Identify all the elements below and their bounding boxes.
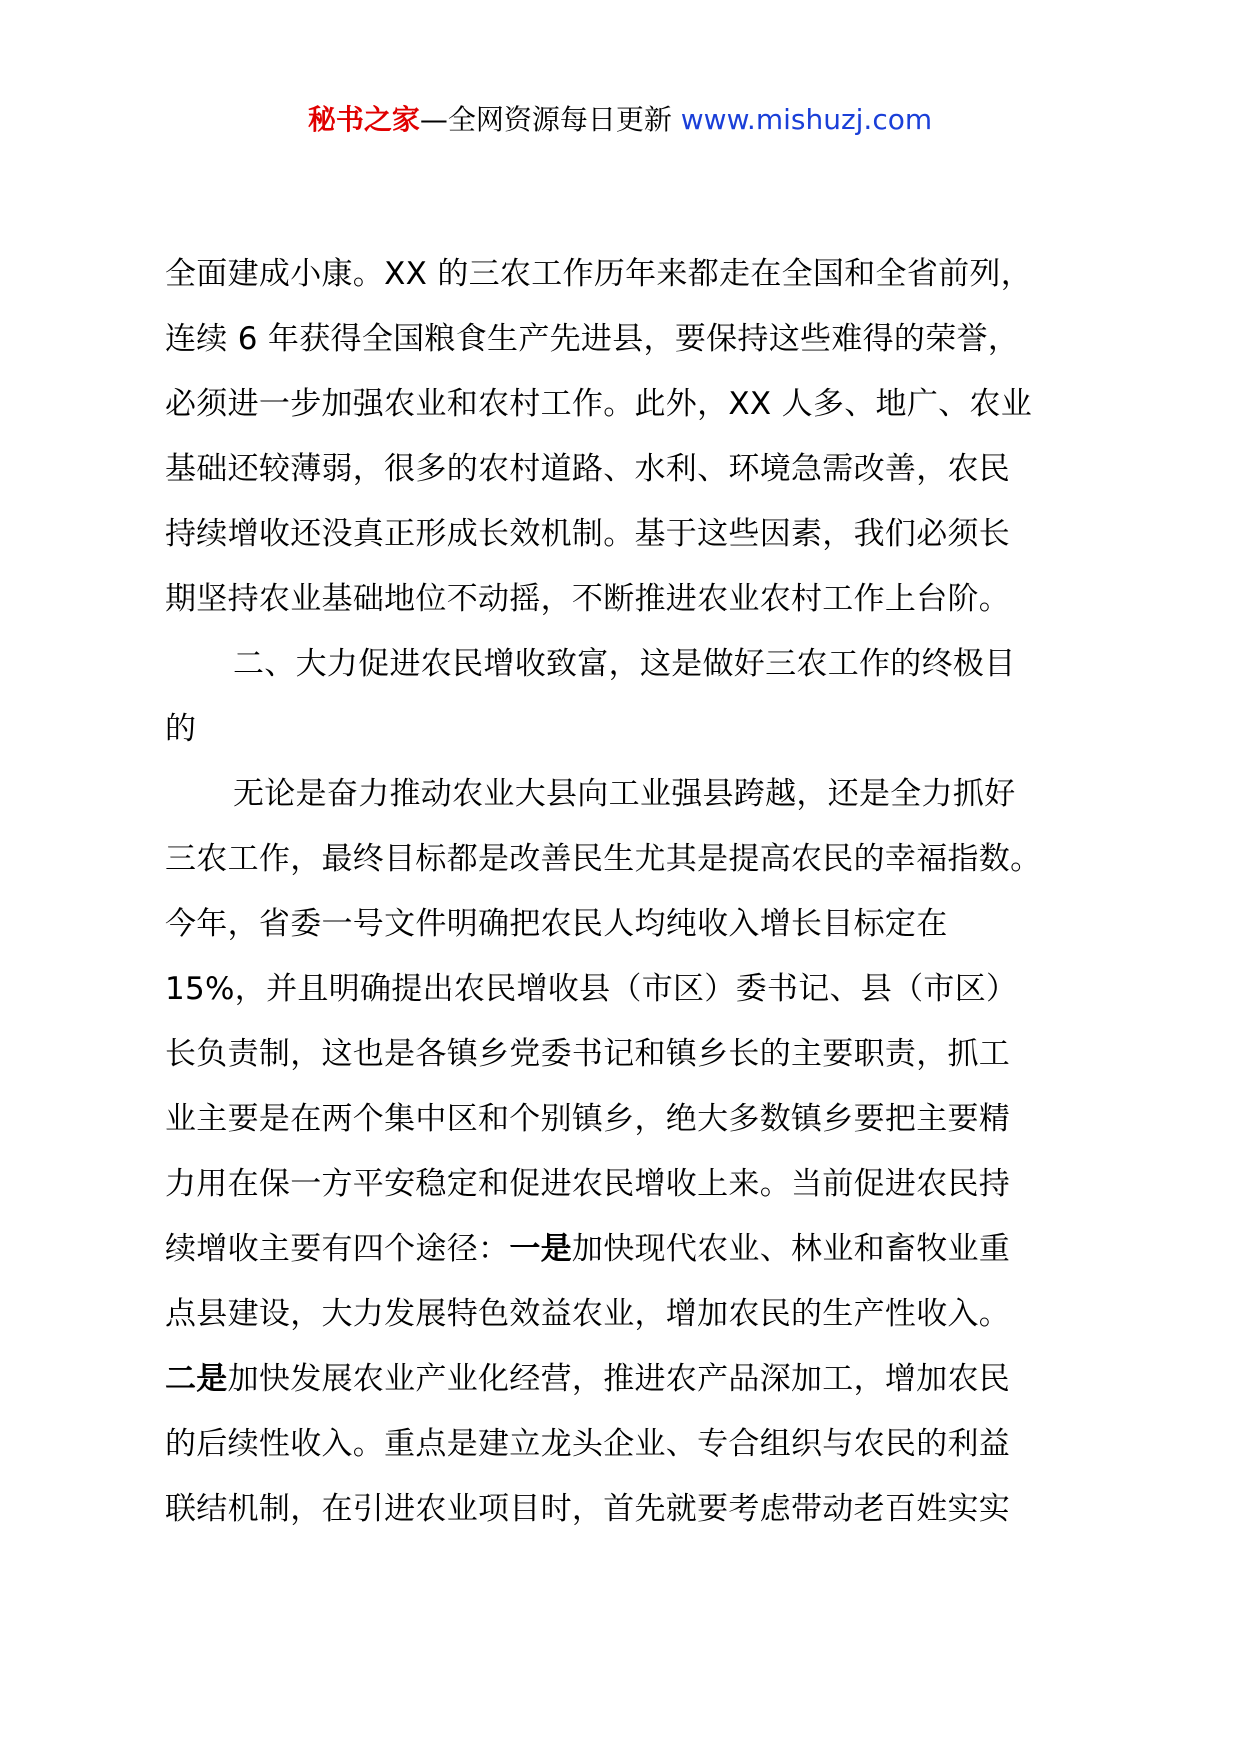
text-segment: 续增收主要有四个途径：: [165, 1231, 510, 1267]
text-line: 点县建设，大力发展特色效益农业，增加农民的生产性收入。: [165, 1296, 1011, 1332]
text-segment: 加快发展农业产业化经营，推进农产品深加工，增加农民: [227, 1361, 1011, 1397]
site-url-link[interactable]: www.mishuzj.com: [680, 103, 933, 136]
text-line: 三农工作，最终目标都是改善民生尤其是提高农民的幸福指数。: [165, 841, 1042, 877]
text-line-mixed: [165, 1347, 1090, 1412]
text-line: 连续 6 年获得全国粮食生产先进县，要保持这些难得的荣誉，: [165, 321, 1020, 357]
document-body: [165, 242, 1090, 1542]
brand-name: 秘书之家: [307, 103, 420, 136]
text-line: 今年，省委一号文件明确把农民人均纯收入增长目标定在: [165, 906, 948, 942]
header-slogan: —全网资源每日更新: [419, 103, 681, 136]
text-line: 力用在保一方平安稳定和促进农民增收上来。当前促进农民持: [165, 1166, 1011, 1202]
text-line: 业主要是在两个集中区和个别镇乡，绝大多数镇乡要把主要精: [165, 1101, 1011, 1137]
section-heading: 二、大力促进农民增收致富，这是做好三农工作的终极目: [233, 646, 1016, 682]
text-segment: 加快现代农业、林业和畜牧业重: [571, 1231, 1011, 1267]
emphasis-first: 一是: [509, 1231, 572, 1267]
text-line: 长负责制，这也是各镇乡党委书记和镇乡长的主要职责，抓工: [165, 1036, 1011, 1072]
text-line: 全面建成小康。XX 的三农工作历年来都走在全国和全省前列，: [165, 256, 1033, 292]
site-header: [0, 100, 1240, 140]
text-line: 基础还较薄弱，很多的农村道路、水利、环境急需改善，农民: [165, 451, 1011, 487]
emphasis-second: 二是: [165, 1361, 228, 1397]
text-line: 持续增收还没真正形成长效机制。基于这些因素，我们必须长: [165, 516, 1011, 552]
text-line: 无论是奋力推动农业大县向工业强县跨越，还是全力抓好: [233, 776, 1016, 812]
text-line: 期坚持农业基础地位不动摇，不断推进农业农村工作上台阶。: [165, 581, 1011, 617]
section-heading-cont: 的: [165, 711, 197, 747]
text-line: 必须进一步加强农业和农村工作。此外，XX 人多、地广、农业: [165, 386, 1033, 422]
text-line-mixed: [165, 1217, 1090, 1282]
text-line: 的后续性收入。重点是建立龙头企业、专合组织与农民的利益: [165, 1426, 1011, 1462]
text-line: 联结机制，在引进农业项目时，首先就要考虑带动老百姓实实: [165, 1491, 1011, 1527]
text-line: 15%，并且明确提出农民增收县（市区）委书记、县（市区）: [165, 971, 1018, 1007]
